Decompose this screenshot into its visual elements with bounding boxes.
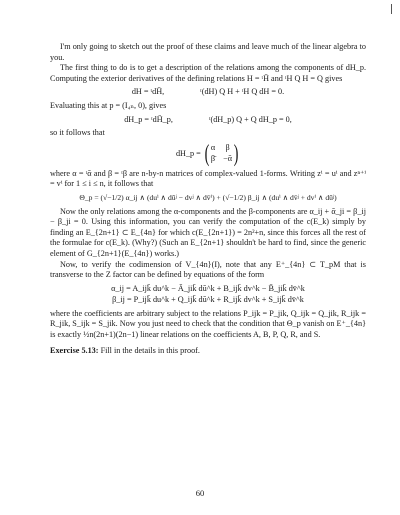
matrix-cell: β [225,142,230,152]
equation-2a: dH_p = ᵗdH̄_p, [124,114,173,124]
matrix-cell: α [210,142,216,152]
page-edge-mark [391,4,392,14]
equation-5: α_ij = A_ijk̄ du^k − Ā_jik̄ dū^k + B_ijk̄ dv^k − B̄_jik̄ dv̄^k [111,283,305,293]
page-number: 60 [195,488,205,498]
paragraph-5: where α = ᵗᾱ and β = ᵗβ are n-by-n matrices of complex-valued 1-forms. Writing zⁱ = uⁱ and zⁿ⁺ⁱ = vⁱ for 1 ≤ i ≤ n, it follows that [50,168,366,189]
exercise [50,346,366,357]
paragraph-2: The first thing to do is to get a description of the relations among the components of dH_p. Computing the exterior derivatives of the defining relations H = ᵗH̄ and ᵗH Q H = Q gives [50,63,366,83]
paragraph-6: Now the only relations among the α-components and the β-components are α_ij + ᾱ_ji = β_ij − β_ji = 0. Using this information, you can verify the computation of the c(E_k) simply by finding an E_{2n+1} ⊂ E_{4n} for which c(E_{2n+1}) = 2n²+n, since this forces all the rest of the formulae for c(E_k). (Why?) (Such an E_{2n+1} shouldn't be hard to find, since the generic element of G_{2n+1}(E_{4n}) works.) [50,206,366,258]
paragraph-7: Now, to verify the codimension of V_{4n}(I), note that any E⁺_{4n} ⊂ T_pM that is transverse to the Z factor can be defined by equations of the form [50,259,366,280]
equation-3 [50,142,366,166]
equation-3-lhs: dH_p = [175,148,201,158]
right-paren: ) [233,140,239,167]
left-paren: ( [204,140,210,167]
paragraph-8: where the coefficients are arbitrary subject to the relations P_ijk = P_jik, Q_ijk = Q_jik, R_ijk = R_jik, S_ijk = S_jik. Now you just need to check that the condition that Θ_p vanish on E⁺_{4n} is exactly ½n(2n+1)(2n−1) linear relations on the coefficients A, B, P, Q, R, and S. [50,308,366,340]
matrix [203,142,240,166]
equation-2b: ᵗ(dH_p) Q + Q dH_p = 0, [208,114,292,124]
equation-4: Θ_p = (√−1/2) α_ij ∧ (duⁱ ∧ dūʲ − dvʲ ∧ dv̄ⁱ) + (√−1/2) β_ij ∧ (duⁱ ∧ dv̄ʲ + dvⁱ ∧ dūʲ) [79,192,337,202]
exercise-text: Fill in the details in this proof. [100,345,200,355]
equation-2 [50,115,366,126]
matrix-cell: −ᾱ [223,154,233,164]
exercise-label: Exercise 5.13: [50,345,99,355]
equation-1a: dH = ᵗdH̄, [131,87,165,97]
equation-6: β_ij = P_ijk̄ du^k + Q_ijk̄ dū^k + R_ijk̄ dv^k + S_ijk̄ dv̄^k [112,295,304,305]
paragraph-1: I'm only going to sketch out the proof of these claims and leave much of the linear algebra to you. [50,42,366,62]
paragraph-3: Evaluating this at p = (I₄ₙ, 0), gives [50,100,167,110]
paragraph-4: so it follows that [50,128,105,138]
page-body [50,42,366,356]
matrix-cell: β̄ [210,154,216,164]
equation-1 [50,87,366,98]
equation-1b: ᵗ(dH) Q H + ᵗH Q dH = 0. [200,87,285,97]
